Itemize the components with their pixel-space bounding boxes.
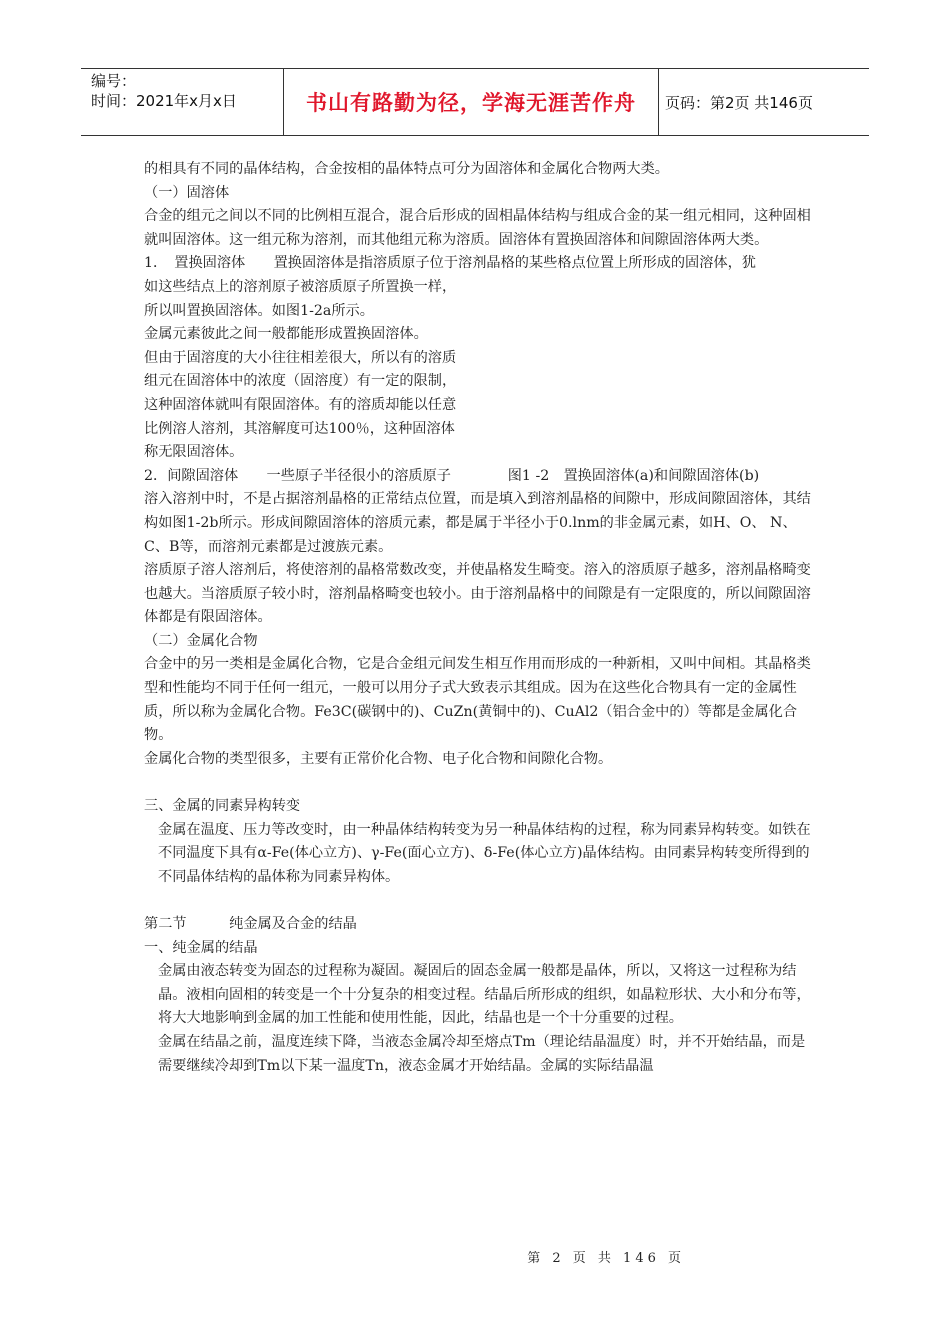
header-page-info <box>659 69 869 135</box>
header-meta <box>81 69 284 135</box>
section-heading: （一）固溶体 <box>144 184 230 201</box>
document-body <box>144 158 812 1078</box>
paragraph: 1． 置换固溶体 置换固溶体是指溶质原子位于溶剂晶格的某些格点位置上所形成的固溶体，犹 <box>144 255 756 272</box>
paragraph: 合金的组元之间以不同的比例相互混合，混合后形成的固相晶体结构与组成合金的某一组元相同，这种固相就叫固溶体。这一组元称为溶剂，而其他组元称为溶质。固溶体有置换固溶体和间隙固溶体两大类。 <box>144 208 811 248</box>
section-heading: 一、纯金属的结晶 <box>144 939 258 956</box>
page-footer <box>0 1247 950 1266</box>
paragraph: 金属由液态转变为固态的过程称为凝固。凝固后的固态金属一般都是晶体，所以，又将这一过程称为结晶。液相向固相的转变是一个十分复杂的相变过程。结晶后所形成的组织，如晶粒形状、大小和分布等，将大大地影响到金属的加工性能和使用性能，因此，结晶也是一个十分重要的过程。 <box>158 963 811 1027</box>
paragraph: 合金中的另一类相是金属化合物，它是合金组元间发生相互作用而形成的一种新相，又叫中间相。其晶格类型和性能均不同于任何一组元，一般可以用分子式大致表示其组成。因为在这些化合物具有一定的金属性质，所以称为金属化合物。Fe3C(碳钢中的)、CuZn(黄铜中的)、CuAl2（铝合金中的）等都是金属化合物。 <box>144 656 811 744</box>
footer-page-number: 第 2 页 共 146 页 <box>527 1251 685 1266</box>
paragraph: 金属在结晶之前，温度连续下降，当液态金属冷却至熔点Tm（理论结晶温度）时，并不开始结晶，而是需要继续冷却到Tm以下某一温度Tn，液态金属才开始结晶。金属的实际结晶温 <box>158 1033 806 1074</box>
paragraph-with-figure-caption: 2．间隙固溶体 一些原子半径很小的溶质原子 图1 -2 置换固溶体(a)和间隙固溶体(b) <box>144 467 760 484</box>
chapter-heading: 第二节 纯金属及合金的结晶 <box>144 916 357 932</box>
paragraph: 金属元素彼此之间一般都能形成置换固溶体。 <box>144 326 428 343</box>
page-info: 页码：第2页 共146页 <box>665 93 813 112</box>
spacer <box>144 771 812 795</box>
section-heading: （二）金属化合物 <box>144 632 258 649</box>
paragraph: 但由于固溶度的大小往往相差很大，所以有的溶质 <box>144 349 457 366</box>
paragraph: 如这些结点上的溶剂原子被溶质原子所置换一样， <box>144 278 457 295</box>
paragraph: 溶质原子溶人溶剂后，将使溶剂的晶格常数改变，并使晶格发生畸变。溶入的溶质原子越多，溶剂晶格畸变也越大。当溶质原子较小时，溶剂晶格畸变也较小。由于溶剂晶格中的间隙是有一定限度的，所以间隙固溶体都是有限固溶体。 <box>144 562 811 626</box>
paragraph: 溶入溶剂中时，不是占据溶剂晶格的正常结点位置，而是填入到溶剂晶格的间隙中，形成间隙固溶体，其结构如图1-2b所示。形成间隙固溶体的溶质元素，都是属于半径小于0.lnm的非金属元素，如H、O、 N、C、B等，而溶剂元素都是过渡族元素。 <box>144 491 811 555</box>
section-heading: 三、金属的同素异构转变 <box>144 798 301 815</box>
paragraph: 比例溶人溶剂，其溶解度可达100％，这种固溶体 <box>144 420 455 437</box>
spacer <box>144 889 812 913</box>
paragraph: 金属在温度、压力等改变时，由一种晶体结构转变为另一种晶体结构的过程，称为同素异构转变。如铁在不同温度下具有α-Fe(体心立方)、γ-Fe(面心立方)、δ-Fe(体心立方)晶体结构。由同素异构转变所得到的不同晶体结构的晶体称为同素异构体。 <box>158 821 811 885</box>
page-header <box>81 68 869 136</box>
paragraph: 所以叫置换固溶体。如图1-2a所示。 <box>144 302 374 319</box>
paragraph: 组元在固溶体中的浓度（固溶度）有一定的限制， <box>144 373 457 390</box>
paragraph: 的相具有不同的晶体结构，合金按相的晶体特点可分为固溶体和金属化合物两大类。 <box>144 161 669 177</box>
number-label: 编号： <box>91 72 137 90</box>
paragraph: 这种固溶体就叫有限固溶体。有的溶质却能以任意 <box>144 396 457 413</box>
motto: 书山有路勤为径，学海无涯苦作舟 <box>306 91 636 115</box>
header-motto-cell <box>284 69 659 135</box>
paragraph: 金属化合物的类型很多，主要有正常价化合物、电子化合物和间隙化合物。 <box>144 750 613 767</box>
paragraph: 称无限固溶体。 <box>144 444 244 461</box>
date-label: 时间：2021年x月x日 <box>91 92 237 110</box>
